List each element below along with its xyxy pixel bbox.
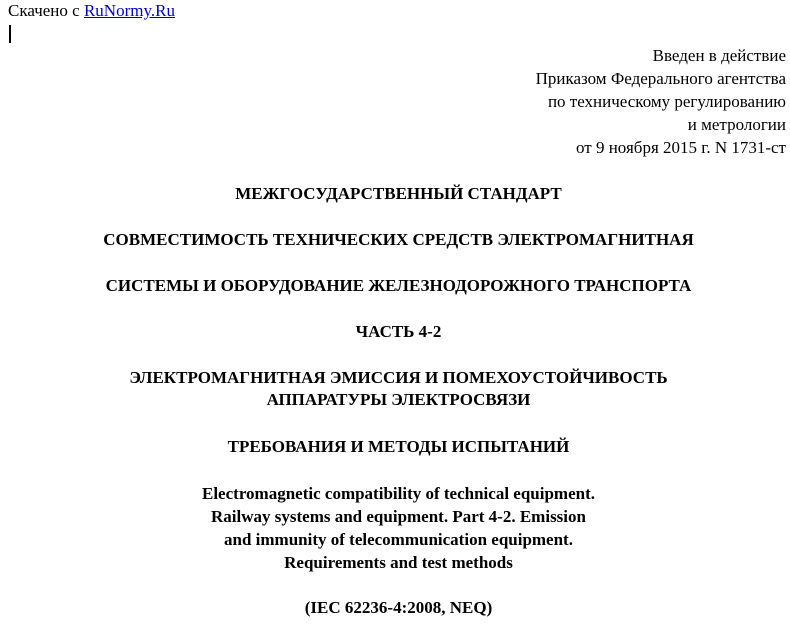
- approval-block: [536, 44, 786, 159]
- english-title-line: Electromagnetic compatibility of technical equipment.: [202, 484, 595, 503]
- text-cursor: [9, 25, 11, 43]
- iec-reference: (IEC 62236-4:2008, NEQ): [304, 598, 493, 617]
- source-link[interactable]: RuNormy.Ru: [83, 1, 175, 20]
- english-title: [0, 482, 790, 574]
- approval-line: и метрологии: [687, 115, 786, 134]
- part-heading: ЧАСТЬ 4-2: [355, 322, 442, 341]
- english-title-line: Requirements and test methods: [284, 553, 513, 572]
- subtitle-line-2: АППАРАТУРЫ ЭЛЕКТРОСВЯЗИ: [266, 390, 531, 409]
- approval-line: Приказом Федерального агентства: [535, 69, 786, 88]
- english-title-line: Railway systems and equipment. Part 4-2. Emission: [211, 507, 586, 526]
- subtitle-line-1: ЭЛЕКТРОМАГНИТНАЯ ЭМИССИЯ И ПОМЕХОУСТОЙЧИВОСТЬ: [129, 368, 668, 387]
- requirements-heading: ТРЕБОВАНИЯ И МЕТОДЫ ИСПЫТАНИЙ: [227, 437, 570, 456]
- approval-line: от 9 ноября 2015 г. N 1731-ст: [576, 138, 786, 157]
- source-line: [8, 1, 175, 21]
- subtitle-heading: [0, 367, 790, 411]
- standard-type-heading: МЕЖГОСУДАРСТВЕННЫЙ СТАНДАРТ: [235, 184, 562, 203]
- approval-line: Введен в действие: [652, 46, 786, 65]
- english-title-line: and immunity of telecommunication equipment.: [224, 530, 573, 549]
- standard-title-line-1: СОВМЕСТИМОСТЬ ТЕХНИЧЕСКИХ СРЕДСТВ ЭЛЕКТРОМАГНИТНАЯ: [103, 230, 694, 249]
- standard-title-line-2: СИСТЕМЫ И ОБОРУДОВАНИЕ ЖЕЛЕЗНОДОРОЖНОГО ТРАНСПОРТА: [105, 276, 692, 295]
- source-prefix: Скачено с: [8, 1, 84, 20]
- approval-line: по техническому регулированию: [547, 92, 786, 111]
